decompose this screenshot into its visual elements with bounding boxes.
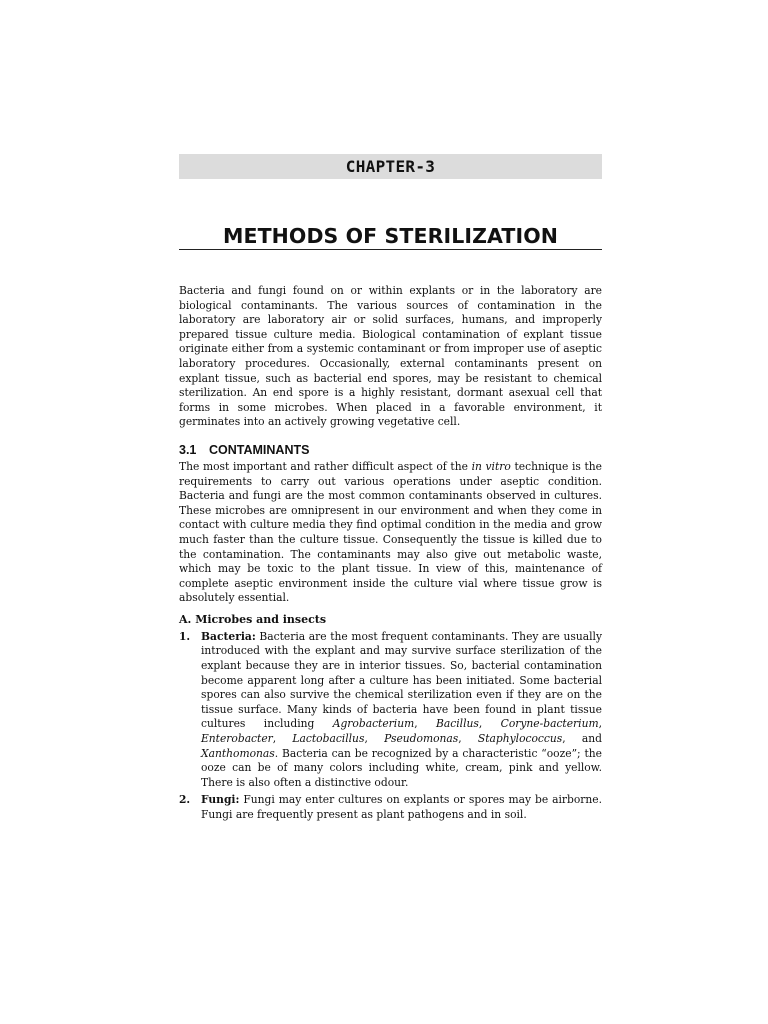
- list-text: Fungi may enter cultures on explants or spores may be airborne. Fungi are frequently present as plant pathogens and in soil.: [201, 793, 602, 821]
- list-text: Bacteria are the most frequent contaminants. They are usually introduced with the explant and may survive surface sterilization of the explant because they are in interior tissues. So, bacterial contamination become apparent long after a culture has been initiated. Some bacterial spores can also survive the chemical sterilization even if they are on the tissue surface. Many kinds of bacteria have been found in plant tissue cultures including: [201, 629, 602, 731]
- section-paragraph: [179, 460, 602, 606]
- section-heading: [179, 442, 602, 458]
- separator: ,: [478, 717, 501, 731]
- paragraph-text: technique is the requirements to carry out various operations under aseptic condition. Bacteria and fungi are the most common contaminants observed in cultures. These microbes are omnipresent in our environment and when they come in contact with culture media they find optimal condition in the media and grow much faster than the culture tissue. Consequently the tissue is killed due to the contamination. The contaminants may also give out metabolic waste, which may be toxic to the plant tissue. In view of this, maintenance of complete aseptic environment inside the culture vial where tissue grow is absolutely essential.: [179, 459, 603, 605]
- genus-name: Agrobacterium: [332, 717, 415, 731]
- separator: ,: [414, 717, 437, 731]
- genus-name: Enterobacter: [201, 732, 273, 746]
- list-item-bacteria: [179, 630, 602, 791]
- section-title: CONTAMINANTS: [209, 442, 310, 457]
- separator: ,: [598, 717, 603, 731]
- genus-name: Staphylococcus: [477, 732, 563, 746]
- genus-name: Coryne-bacterium: [500, 717, 599, 731]
- subheading: A. Microbes and insects: [179, 612, 327, 626]
- list-term: Bacteria:: [201, 629, 256, 643]
- genus-name: Pseudomonas: [384, 732, 459, 746]
- list-text: . Bacteria can be recognized by a characteristic “ooze”; the ooze can be of many colors including white, cream, pink and yellow. There is also often a distinctive odour.: [201, 746, 602, 789]
- section-number: 3.1: [179, 442, 197, 457]
- document-page: [179, 154, 602, 826]
- list-item-fungi: [179, 793, 602, 822]
- paragraph-text: The most important and rather difficult aspect of the: [179, 459, 472, 473]
- separator: ,: [364, 732, 385, 746]
- intro-paragraph: Bacteria and fungi found on or within explants or in the laboratory are biological contaminants. The various sources of contamination in the laboratory are laboratory air or solid surfaces, humans, and improperly prepared tissue culture media. Biological contamination of explant tissue originate either from a systemic contaminant or from improper use of aseptic laboratory procedures. Occasionally, external contaminants present on explant tissue, such as bacterial end spores, may be resistant to chemical sterilization. An end spore is a highly resistant, dormant asexual cell that forms in some microbes. When placed in a favorable environment, it germinates into an actively growing vegetative cell.: [179, 284, 602, 429]
- separator: ,: [272, 732, 293, 746]
- chapter-label: CHAPTER-3: [179, 154, 602, 179]
- paragraph-italic-term: in vitro: [471, 459, 511, 473]
- page-title: METHODS OF STERILIZATION: [179, 223, 602, 250]
- separator: , and: [562, 732, 603, 746]
- list-term: Fungi:: [201, 793, 240, 807]
- list-marker: 2.: [179, 793, 191, 807]
- genus-name: Bacillus: [436, 717, 479, 731]
- separator: ,: [458, 732, 478, 746]
- list-marker: 1.: [179, 629, 191, 643]
- genus-name: Lactobacillus: [292, 732, 365, 746]
- genus-name: Xanthomonas: [201, 746, 275, 760]
